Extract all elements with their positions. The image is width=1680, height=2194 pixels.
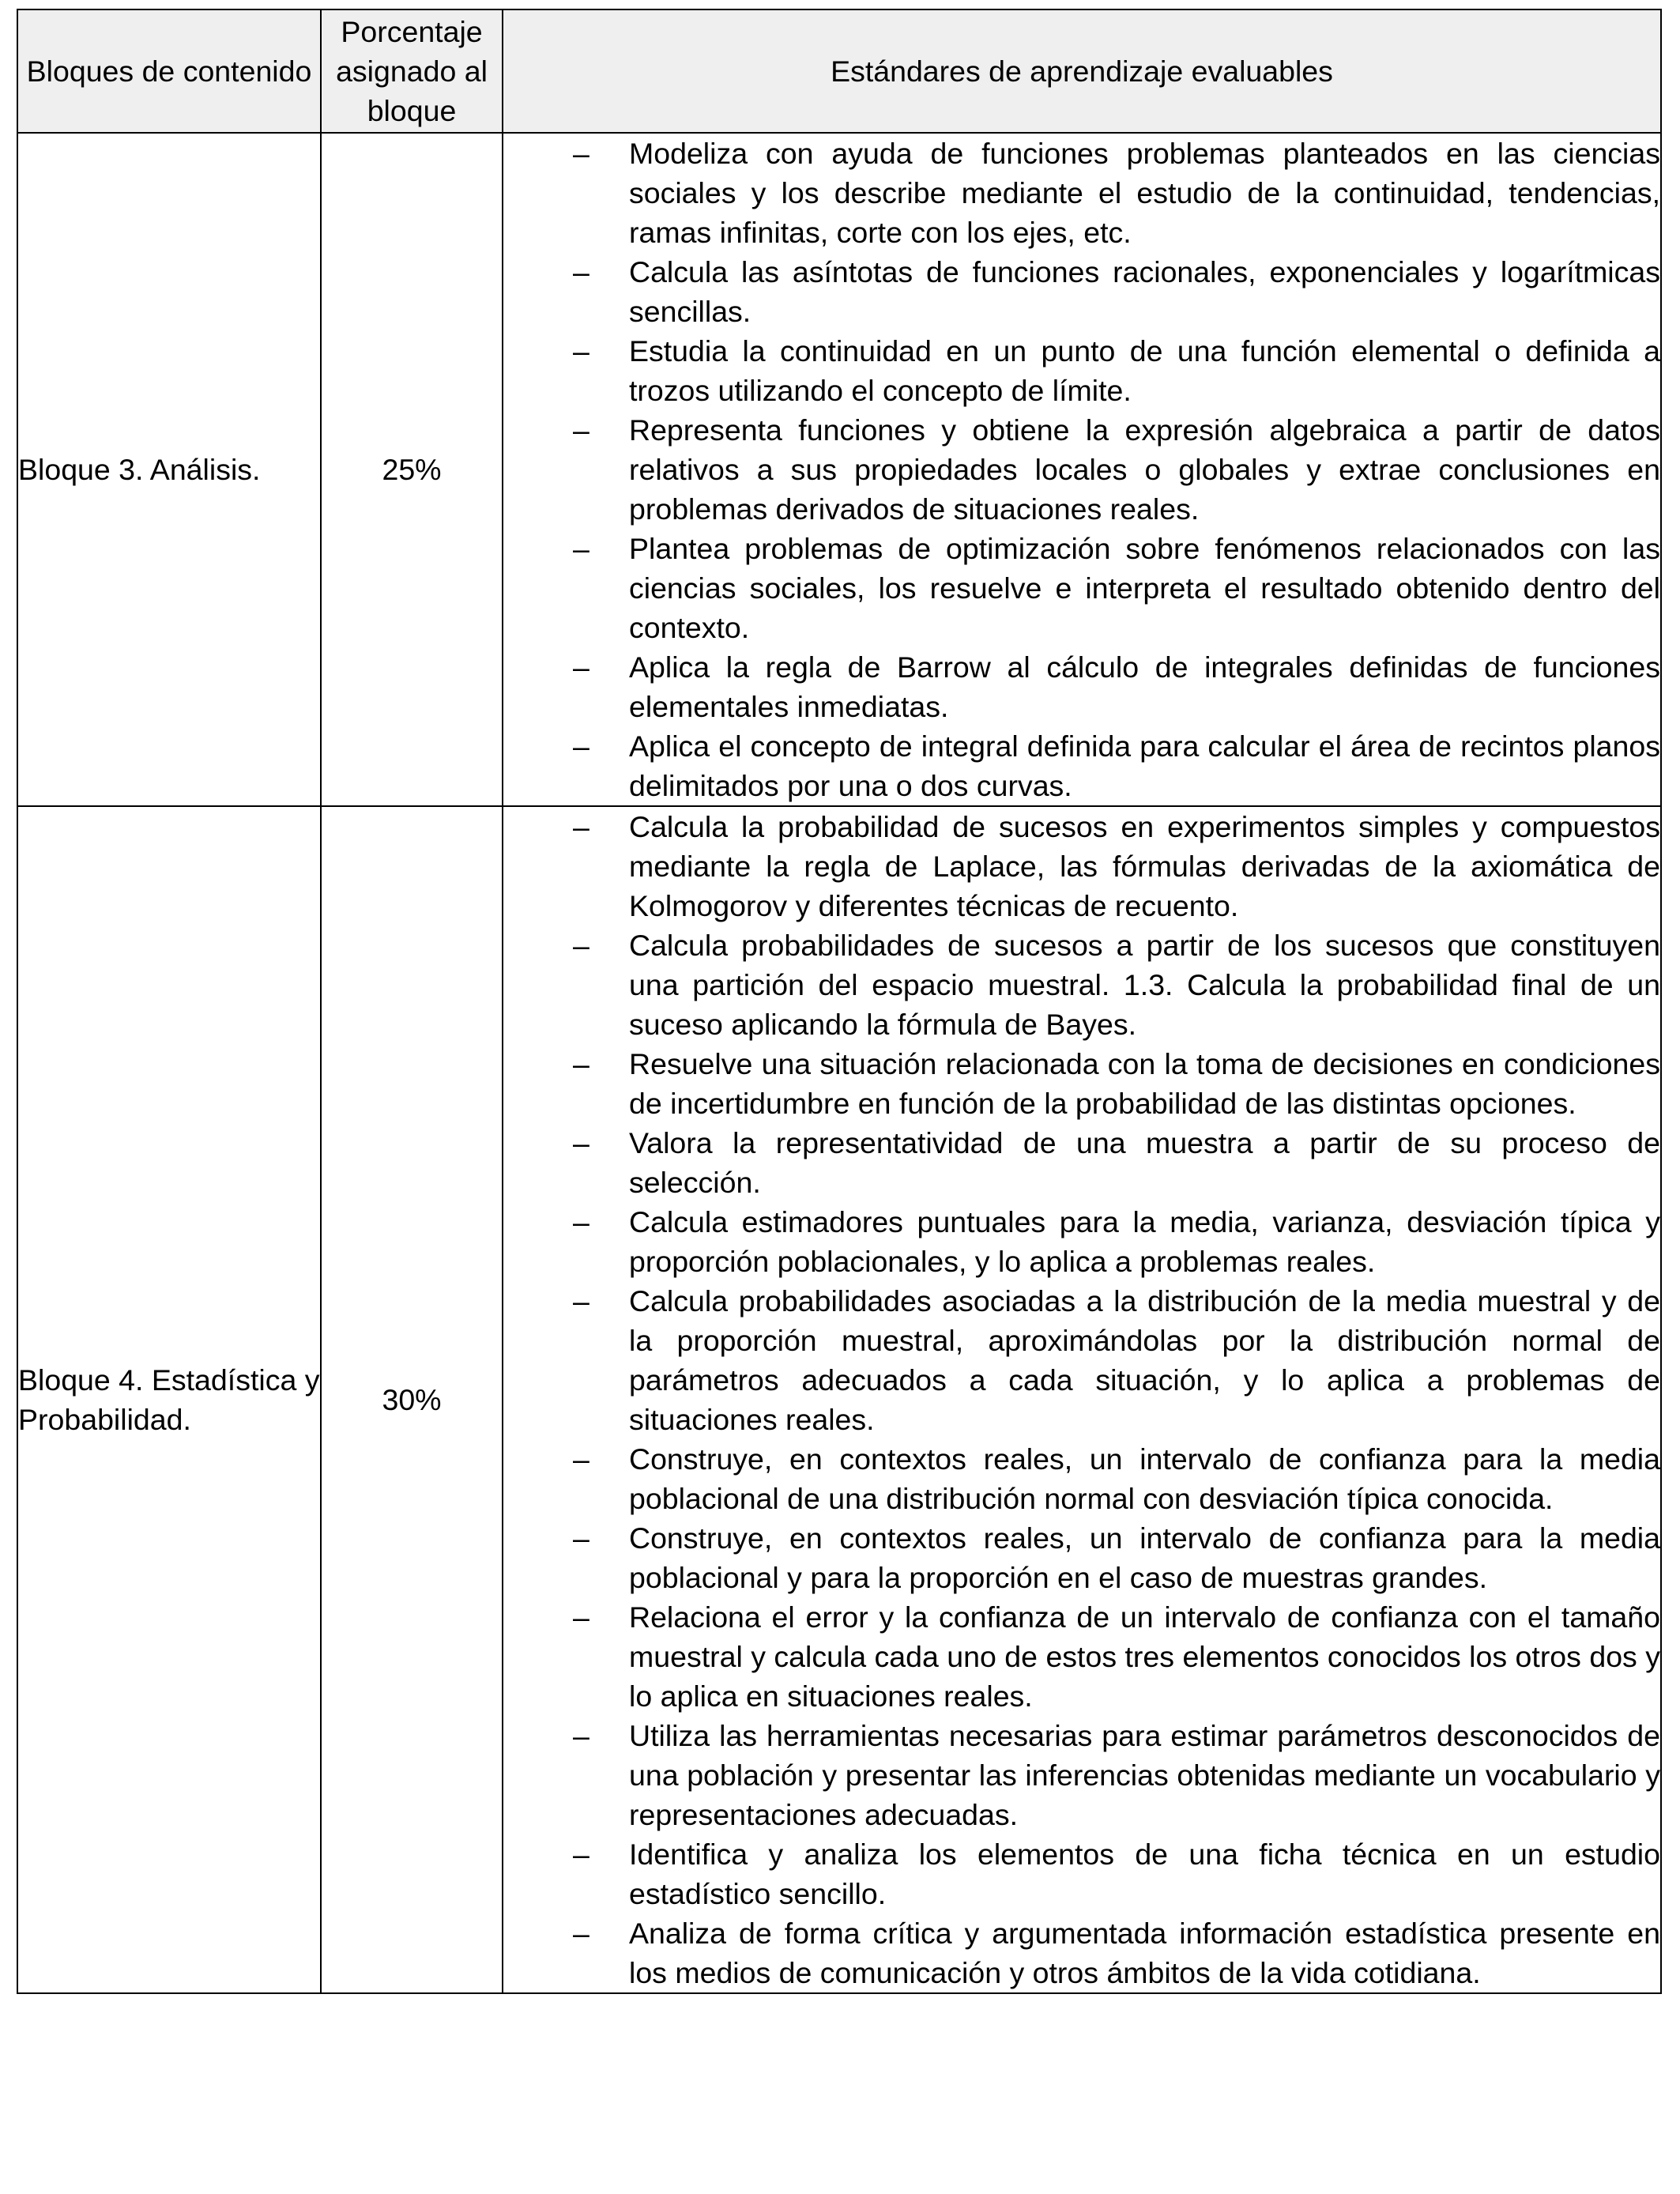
dash-bullet-icon: –: [573, 1521, 590, 1555]
header-block-label: Bloques de contenido: [26, 55, 312, 88]
header-standards: [503, 9, 1661, 133]
dash-bullet-icon: –: [573, 1838, 590, 1871]
standard-item: [503, 1518, 1660, 1597]
dash-bullet-icon: –: [573, 1719, 590, 1752]
dash-bullet-icon: –: [573, 1917, 590, 1950]
standard-text: Calcula las asíntotas de funciones racionales, exponenciales y logarítmicas sencillas.: [629, 255, 1660, 328]
dash-bullet-icon: –: [573, 137, 590, 170]
standard-text: Analiza de forma crítica y argumentada información estadística presente en los medios de comunicación y otros ámbitos de la vida cotidiana.: [629, 1917, 1660, 1989]
standard-text: Identifica y analiza los elementos de una ficha técnica en un estudio estadístico sencillo.: [629, 1838, 1660, 1910]
standard-item: [503, 1716, 1660, 1834]
standard-item: [503, 726, 1660, 805]
standards-cell: [503, 133, 1661, 806]
dash-bullet-icon: –: [573, 255, 590, 288]
header-percentage: [321, 9, 503, 133]
standard-text: Estudia la continuidad en un punto de una función elemental o definida a trozos utilizando el concepto de límite.: [629, 334, 1660, 407]
standard-item: [503, 1834, 1660, 1913]
standard-item: [503, 1202, 1660, 1281]
standard-text: Aplica la regla de Barrow al cálculo de integrales definidas de funciones elementales inmediatas.: [629, 650, 1660, 723]
standard-text: Representa funciones y obtiene la expresión algebraica a partir de datos relativos a sus propiedades locales o globales y extrae conclusiones en problemas derivados de situaciones reales.: [629, 413, 1660, 526]
standard-text: Calcula estimadores puntuales para la media, varianza, desviación típica y proporción poblacionales, y lo aplica a problemas reales.: [629, 1205, 1660, 1278]
standard-text: Relaciona el error y la confianza de un intervalo de confianza con el tamaño muestral y calcula cada uno de estos tres elementos conocidos los otros dos y lo aplica en situaciones reales.: [629, 1600, 1660, 1713]
block-cell: Bloque 3. Análisis.: [17, 133, 321, 806]
standard-item: [503, 807, 1660, 925]
standard-text: Construye, en contextos reales, un intervalo de confianza para la media poblacional y para la proporción en el caso de muestras grandes.: [629, 1521, 1660, 1594]
standards-cell: [503, 806, 1661, 1993]
standard-item: [503, 331, 1660, 410]
dash-bullet-icon: –: [573, 1442, 590, 1476]
dash-bullet-icon: –: [573, 532, 590, 565]
standard-item: [503, 1597, 1660, 1716]
dash-bullet-icon: –: [573, 413, 590, 447]
dash-bullet-icon: –: [573, 929, 590, 962]
dash-bullet-icon: –: [573, 1047, 590, 1080]
standard-text: Valora la representatividad de una muestra a partir de su proceso de selección.: [629, 1126, 1660, 1199]
table-header: [17, 9, 1661, 133]
dash-bullet-icon: –: [573, 1126, 590, 1159]
standards-list: [503, 807, 1660, 1992]
standard-text: Calcula probabilidades de sucesos a partir de los sucesos que constituyen una partición del espacio muestral. 1.3. Calcula la probabilidad final de un suceso aplicando la fórmula de Bayes.: [629, 929, 1660, 1041]
dash-bullet-icon: –: [573, 1205, 590, 1238]
standard-text: Aplica el concepto de integral definida para calcular el área de recintos planos delimitados por una o dos curvas.: [629, 729, 1660, 802]
header-percentage-label: Porcentaje asignado al bloque: [336, 15, 488, 127]
standard-item: [503, 1044, 1660, 1123]
table-row: [17, 133, 1661, 806]
standard-item: [503, 410, 1660, 529]
header-standards-label: Estándares de aprendizaje evaluables: [831, 55, 1333, 88]
table-row: [17, 806, 1661, 1993]
standard-text: Utiliza las herramientas necesarias para estimar parámetros desconocidos de una población y presentar las inferencias obtenidas mediante un vocabulario y representaciones adecuadas.: [629, 1719, 1660, 1831]
dash-bullet-icon: –: [573, 810, 590, 843]
dash-bullet-icon: –: [573, 1284, 590, 1318]
standard-text: Plantea problemas de optimización sobre fenómenos relacionados con las ciencias sociales, los resuelve e interpreta el resultado obtenido dentro del contexto.: [629, 532, 1660, 644]
standard-item: [503, 1913, 1660, 1992]
standard-text: Construye, en contextos reales, un intervalo de confianza para la media poblacional de una distribución normal con desviación típica conocida.: [629, 1442, 1660, 1515]
standard-item: [503, 925, 1660, 1044]
standard-item: [503, 529, 1660, 647]
standard-text: Calcula la probabilidad de sucesos en experimentos simples y compuestos mediante la regla de Laplace, las fórmulas derivadas de la axiomática de Kolmogorov y diferentes técnicas de recuento.: [629, 810, 1660, 922]
dash-bullet-icon: –: [573, 334, 590, 368]
percentage-cell: 30%: [321, 806, 503, 1993]
dash-bullet-icon: –: [573, 1600, 590, 1634]
standards-list: [503, 134, 1660, 805]
standard-item: [503, 647, 1660, 726]
standard-item: [503, 1281, 1660, 1439]
dash-bullet-icon: –: [573, 729, 590, 763]
standard-text: Resuelve una situación relacionada con la toma de decisiones en condiciones de incertidumbre en función de la probabilidad de las distintas opciones.: [629, 1047, 1660, 1120]
standards-table: [17, 9, 1662, 1994]
table-body: [17, 133, 1661, 1993]
standard-text: Modeliza con ayuda de funciones problemas planteados en las ciencias sociales y los describe mediante el estudio de la continuidad, tendencias, ramas infinitas, corte con los ejes, etc.: [629, 137, 1660, 249]
standard-item: [503, 252, 1660, 331]
dash-bullet-icon: –: [573, 650, 590, 684]
block-cell: Bloque 4. Estadística y Probabilidad.: [17, 806, 321, 1993]
standard-item: [503, 1439, 1660, 1518]
header-row: [17, 9, 1661, 133]
header-block: [17, 9, 321, 133]
standard-text: Calcula probabilidades asociadas a la distribución de la media muestral y de la proporción muestral, aproximándolas por la distribución normal de parámetros adecuados a cada situación, y lo aplica a problemas de situaciones reales.: [629, 1284, 1660, 1436]
percentage-cell: 25%: [321, 133, 503, 806]
standard-item: [503, 1123, 1660, 1202]
standard-item: [503, 134, 1660, 252]
